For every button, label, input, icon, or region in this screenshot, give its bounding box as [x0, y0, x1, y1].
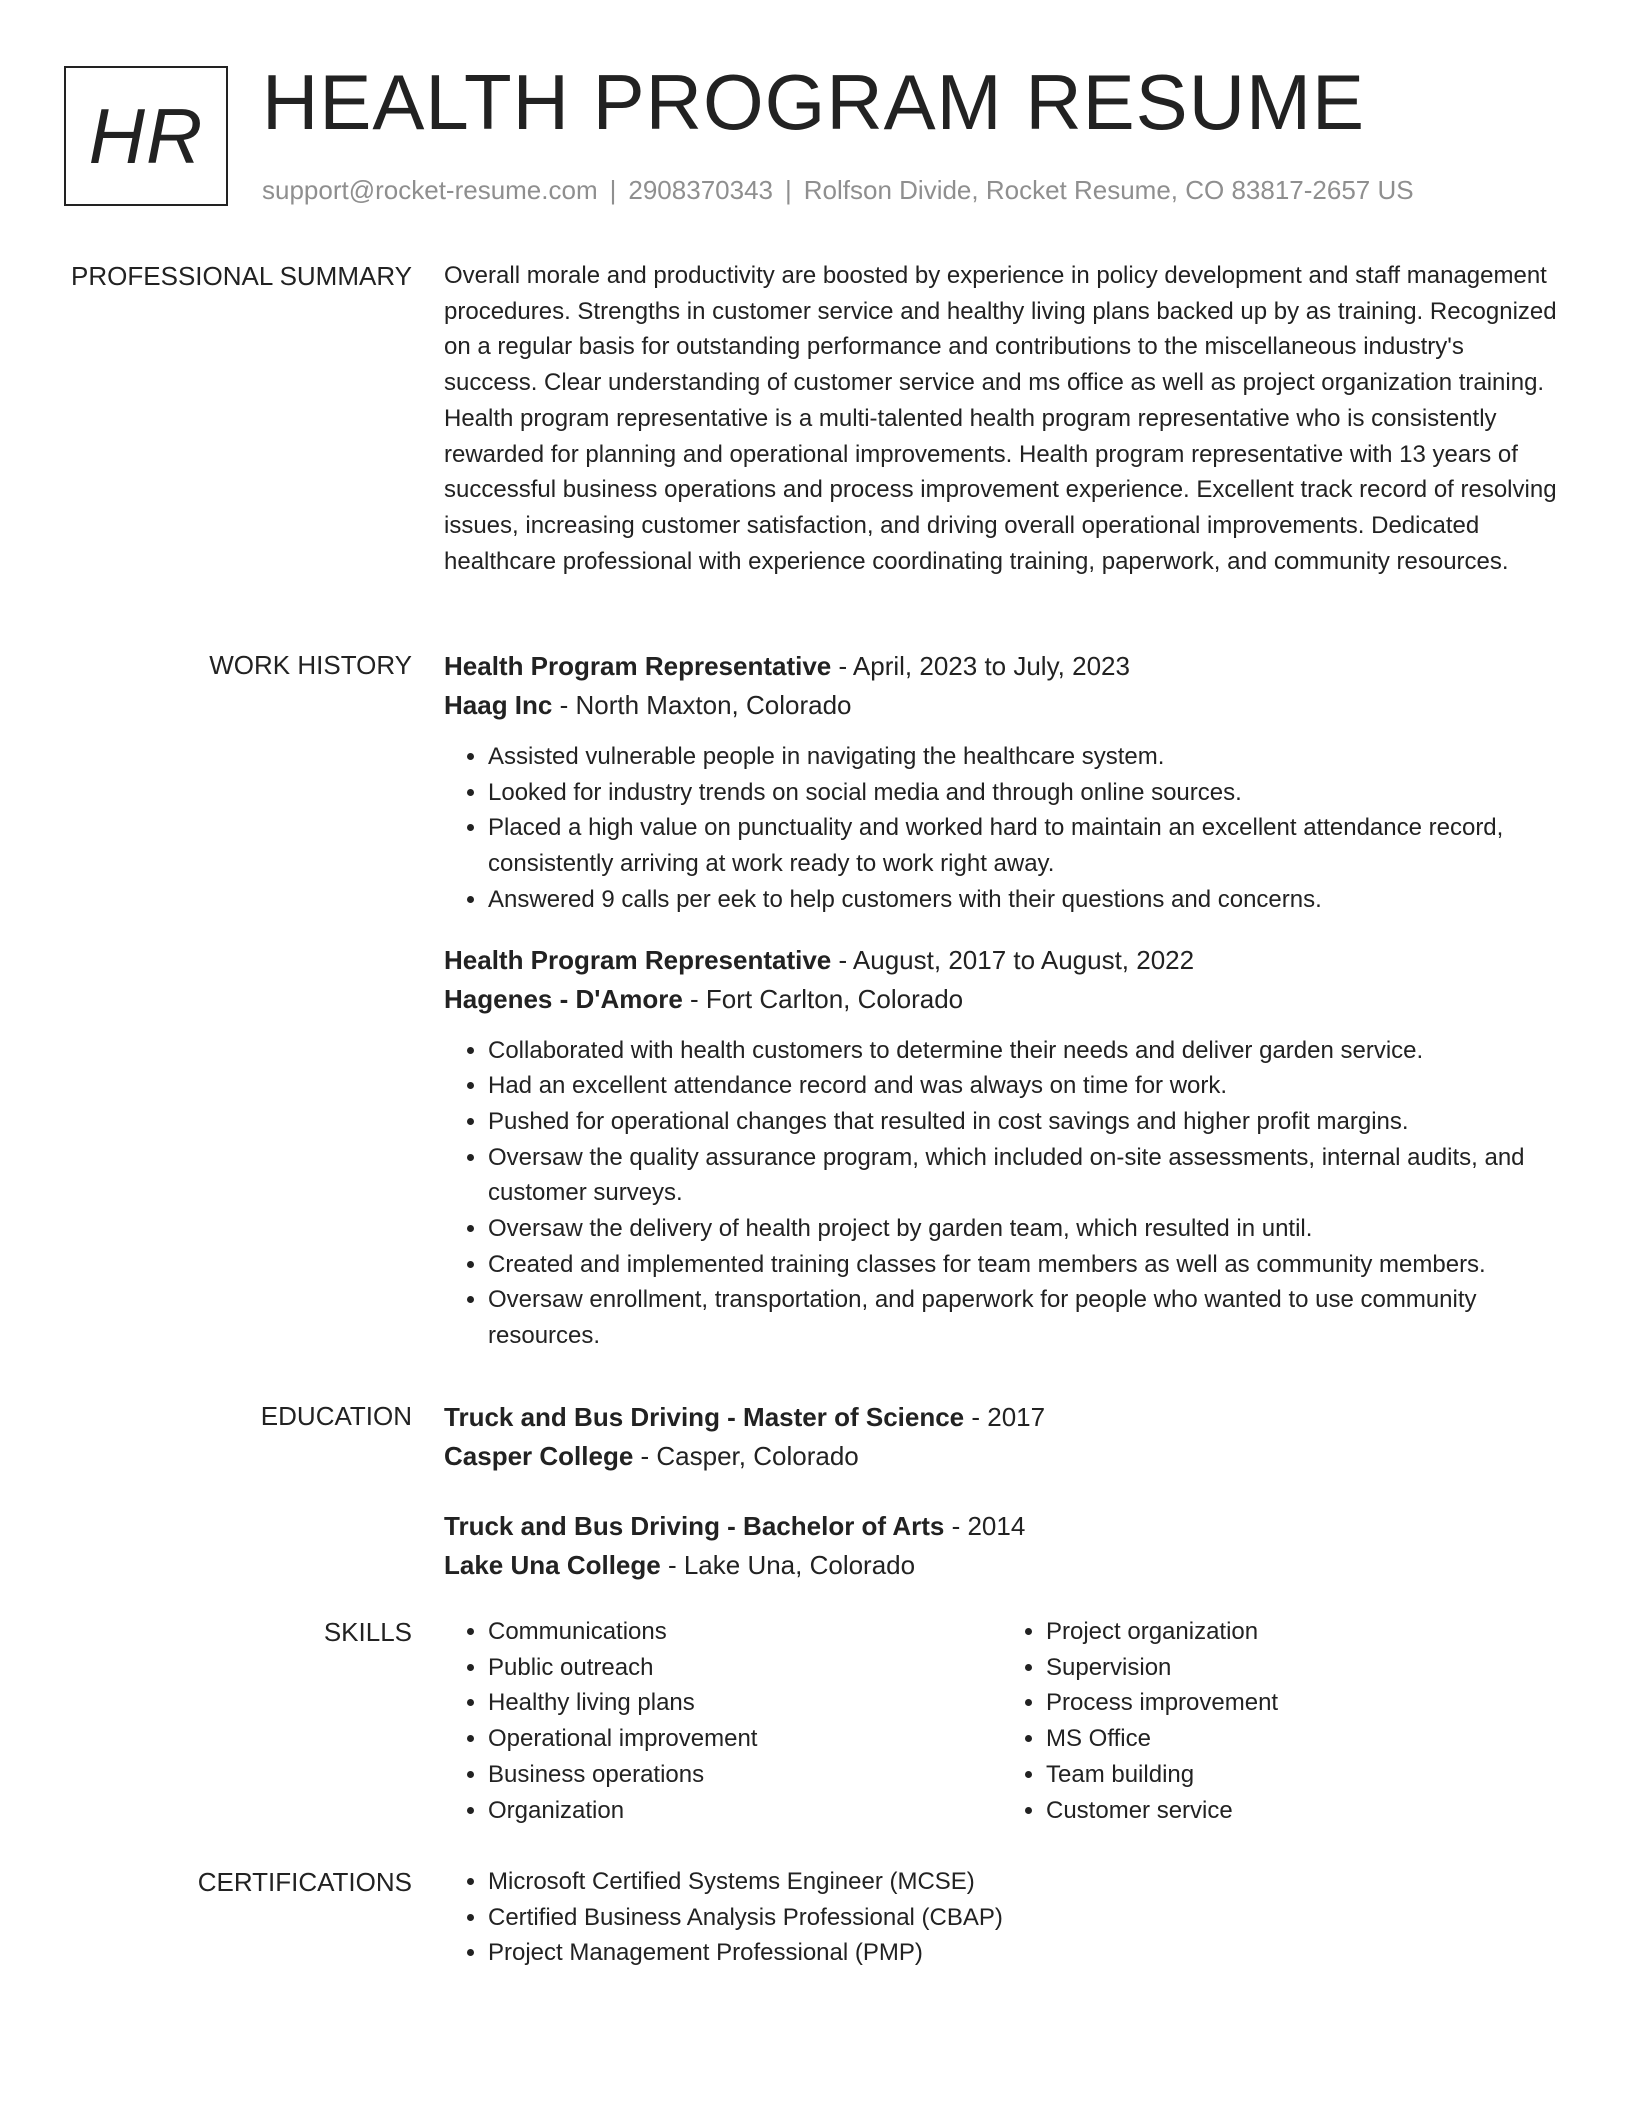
summary-text: Overall morale and productivity are boosted by experience in policy development and staff management procedures. Strengths in customer service and healthy living plans backed up by as training. Recognized on a regular basis for outstanding performance and contributions to the miscellaneous industry's success. Clear understanding of customer service and ms office as well as project organization training. Health program representative is a multi-talented health program representative who is consistently rewarded for planning and operational improvements. Health program representative with 13 years of successful business operations and process improvement experience. Excellent track record of resolving issues, increasing customer satisfaction, and driving overall operational improvements. Dedicated healthcare professional with experience coordinating training, paperwork, and community resources. — [444, 262, 1557, 575]
job-bullet: • Collaborated with health customers to determine their needs and deliver garden service. — [488, 1033, 1560, 1069]
job-dates: - August, 2017 to August, 2022 — [831, 944, 1195, 975]
education-school: Casper College — [444, 1441, 634, 1471]
skills-columns — [444, 1614, 1560, 1828]
education-school-line — [444, 1437, 1560, 1476]
education-entry — [444, 1398, 1560, 1476]
job-company: Hagenes - D'Amore — [444, 983, 683, 1014]
education-year: - 2017 — [964, 1402, 1046, 1432]
certification-item: • Certified Business Analysis Professional (CBAP) — [488, 1900, 1560, 1936]
job-location: - North Maxton, Colorado — [552, 690, 852, 720]
job-bullet: • Answered 9 calls per eek to help customers with their questions and concerns. — [488, 882, 1560, 918]
certifications-body — [444, 1864, 1560, 1971]
job-dates: - April, 2023 to July, 2023 — [831, 651, 1130, 681]
section-label-summary: PROFESSIONAL SUMMARY — [71, 261, 412, 291]
skill-item: • Organization — [488, 1793, 1002, 1829]
education-degree: Truck and Bus Driving - Master of Science — [444, 1402, 965, 1432]
job-bullet: • Looked for industry trends on social media and through online sources. — [488, 775, 1560, 811]
job-bullets — [444, 1033, 1560, 1354]
job-bullet: • Pushed for operational changes that resulted in cost savings and higher profit margins. — [488, 1104, 1560, 1140]
job-bullet: • Placed a high value on punctuality and worked hard to maintain an excellent attendance record, consistently arriving at work ready to work right away. — [488, 810, 1560, 881]
job-employer — [444, 980, 1560, 1019]
skills-list-left — [444, 1614, 1002, 1828]
section-label-skills: SKILLS — [323, 1617, 412, 1647]
job-entry — [444, 941, 1560, 1354]
skill-item: • Public outreach — [488, 1650, 1002, 1686]
monogram-logo: HR — [64, 66, 228, 206]
job-bullet: • Oversaw the delivery of health project by garden team, which resulted in until. — [488, 1211, 1560, 1247]
education-school: Lake Una College — [444, 1550, 661, 1580]
section-label-education: EDUCATION — [260, 1401, 412, 1431]
skills-body — [444, 1614, 1560, 1828]
contact-email[interactable]: support@rocket-resume.com — [262, 175, 598, 205]
job-heading — [444, 941, 1560, 980]
skill-item: • Communications — [488, 1614, 1002, 1650]
certifications-list — [444, 1864, 1560, 1971]
job-bullet: • Created and implemented training classes for team members as well as community members. — [488, 1247, 1560, 1283]
education-location: - Casper, Colorado — [633, 1441, 859, 1471]
job-bullet: • Oversaw the quality assurance program, which included on-site assessments, internal audits, and customer surveys. — [488, 1140, 1560, 1211]
education-heading — [444, 1398, 1560, 1437]
education-degree: Truck and Bus Driving - Bachelor of Arts — [444, 1511, 945, 1541]
skills-list-right — [1002, 1614, 1560, 1828]
job-heading — [444, 647, 1560, 686]
contact-separator: | — [785, 175, 792, 205]
skill-item: • MS Office — [1046, 1721, 1560, 1757]
job-location: - Fort Carlton, Colorado — [682, 983, 964, 1014]
skill-item: • Customer service — [1046, 1793, 1560, 1829]
education-heading — [444, 1507, 1560, 1546]
job-bullet: • Had an excellent attendance record and was always on time for work. — [488, 1068, 1560, 1104]
page-title: HEALTH PROGRAM RESUME — [262, 58, 1366, 146]
skill-item: • Project organization — [1046, 1614, 1560, 1650]
skill-item: • Process improvement — [1046, 1685, 1560, 1721]
job-entry — [444, 647, 1560, 918]
contact-separator: | — [609, 175, 617, 205]
education-year: - 2014 — [944, 1511, 1026, 1541]
job-company: Haag Inc — [444, 690, 553, 720]
education-school-line — [444, 1546, 1560, 1585]
job-title: Health Program Representative — [444, 944, 832, 975]
contact-address: Rolfson Divide, Rocket Resume, CO 83817-2657 US — [803, 175, 1414, 205]
work-history-body — [444, 647, 1560, 1354]
contact-line — [262, 172, 1414, 208]
job-bullets — [444, 739, 1560, 918]
skill-item: • Team building — [1046, 1757, 1560, 1793]
certification-item: • Project Management Professional (PMP) — [488, 1935, 1560, 1971]
job-bullet: • Oversaw enrollment, transportation, and paperwork for people who wanted to use community resources. — [488, 1282, 1560, 1353]
education-location: - Lake Una, Colorado — [660, 1550, 916, 1580]
section-label-work-history: WORK HISTORY — [209, 650, 412, 680]
section-label-certifications: CERTIFICATIONS — [197, 1867, 412, 1897]
skill-item: • Healthy living plans — [488, 1685, 1002, 1721]
job-employer — [444, 686, 1560, 725]
job-bullet: • Assisted vulnerable people in navigating the healthcare system. — [488, 739, 1560, 775]
summary-body — [444, 258, 1560, 579]
skill-item: • Operational improvement — [488, 1721, 1002, 1757]
certification-item: • Microsoft Certified Systems Engineer (MCSE) — [488, 1864, 1560, 1900]
contact-phone[interactable]: 2908370343 — [628, 175, 773, 205]
skill-item: • Supervision — [1046, 1650, 1560, 1686]
skill-item: • Business operations — [488, 1757, 1002, 1793]
education-body — [444, 1398, 1560, 1585]
job-title: Health Program Representative — [444, 651, 832, 681]
education-entry — [444, 1507, 1560, 1585]
